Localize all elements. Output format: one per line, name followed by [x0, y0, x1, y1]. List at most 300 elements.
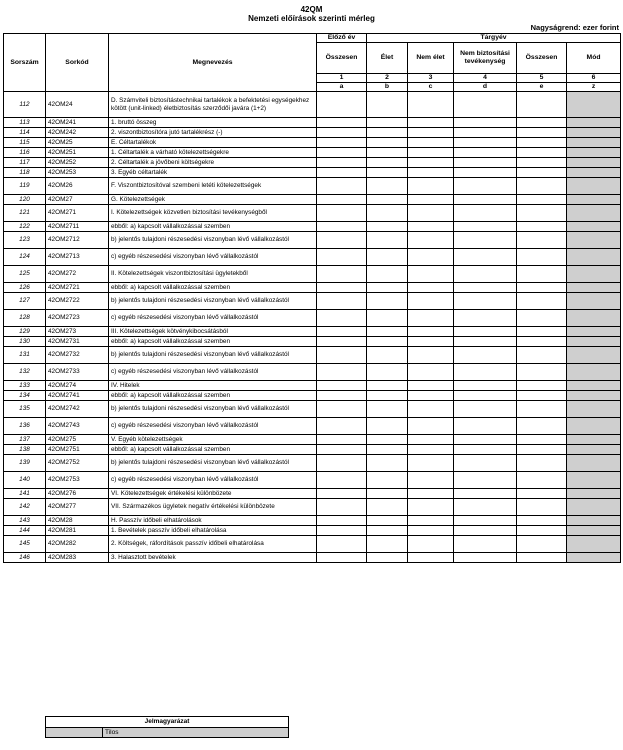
value-cell-mod [567, 418, 621, 435]
value-cell[interactable] [317, 364, 367, 381]
row-sorszam: 113 [4, 118, 46, 128]
value-cell[interactable] [454, 435, 517, 445]
value-cell[interactable] [454, 553, 517, 563]
value-cell[interactable] [408, 178, 454, 195]
value-cell[interactable] [317, 553, 367, 563]
value-cell[interactable] [454, 347, 517, 364]
legend-label-tilos: Tilos [103, 728, 289, 738]
value-cell[interactable] [367, 401, 408, 418]
row-sorszam: 123 [4, 232, 46, 249]
value-cell[interactable] [454, 445, 517, 455]
value-cell[interactable] [454, 455, 517, 472]
value-cell[interactable] [454, 178, 517, 195]
row-sorkod: 42OM273 [46, 327, 109, 337]
value-cell[interactable] [408, 418, 454, 435]
value-cell[interactable] [454, 391, 517, 401]
row-megnevezes: 2. viszontbiztosítóra jutó tartalékrész (-) [109, 128, 317, 138]
value-cell[interactable] [408, 310, 454, 327]
row-sorkod: 42OM2711 [46, 222, 109, 232]
value-cell[interactable] [317, 418, 367, 435]
row-megnevezes: H. Passzív időbeli elhatárolások [109, 516, 317, 526]
value-cell[interactable] [408, 195, 454, 205]
row-sorszam: 125 [4, 266, 46, 283]
value-cell[interactable] [367, 168, 408, 178]
value-cell[interactable] [454, 283, 517, 293]
row-sorkod: 42OM283 [46, 553, 109, 563]
row-sorszam: 135 [4, 401, 46, 418]
value-cell[interactable] [408, 168, 454, 178]
row-sorkod: 42OM2741 [46, 391, 109, 401]
value-cell[interactable] [317, 266, 367, 283]
value-cell[interactable] [317, 455, 367, 472]
row-sorkod: 42OM253 [46, 168, 109, 178]
value-cell-mod [567, 526, 621, 536]
row-sorkod: 42OM27 [46, 195, 109, 205]
value-cell[interactable] [367, 516, 408, 526]
value-cell[interactable] [367, 418, 408, 435]
value-cell-mod [567, 178, 621, 195]
value-cell[interactable] [454, 128, 517, 138]
value-cell[interactable] [367, 205, 408, 222]
value-cell[interactable] [408, 158, 454, 168]
row-megnevezes: ebből: a) kapcsolt vállalkozással szemben [109, 337, 317, 347]
row-sorkod: 42OM2723 [46, 310, 109, 327]
value-cell[interactable] [517, 195, 567, 205]
value-cell[interactable] [517, 283, 567, 293]
value-cell[interactable] [317, 92, 367, 118]
table-row [4, 266, 621, 283]
row-megnevezes: c) egyéb részesedési viszonyban lévő vállalkozástól [109, 310, 317, 327]
value-cell[interactable] [408, 205, 454, 222]
value-cell[interactable] [454, 327, 517, 337]
value-cell[interactable] [408, 148, 454, 158]
report-code: 42QM [300, 5, 323, 14]
value-cell[interactable] [517, 249, 567, 266]
value-cell[interactable] [408, 489, 454, 499]
value-cell[interactable] [367, 158, 408, 168]
value-cell[interactable] [517, 435, 567, 445]
col-header-elozo-ev: Előző év [317, 34, 367, 43]
value-cell[interactable] [454, 148, 517, 158]
value-cell[interactable] [317, 232, 367, 249]
row-sorkod: 42OM2743 [46, 418, 109, 435]
value-cell[interactable] [367, 118, 408, 128]
value-cell[interactable] [367, 92, 408, 118]
table-row [4, 337, 621, 347]
value-cell[interactable] [517, 499, 567, 516]
value-cell[interactable] [408, 516, 454, 526]
value-cell[interactable] [367, 310, 408, 327]
row-sorszam: 122 [4, 222, 46, 232]
row-sorkod: 42OM2752 [46, 455, 109, 472]
value-cell-mod [567, 118, 621, 128]
row-sorkod: 42OM242 [46, 128, 109, 138]
table-row [4, 445, 621, 455]
value-cell[interactable] [517, 310, 567, 327]
table-row [4, 195, 621, 205]
value-cell[interactable] [408, 536, 454, 553]
table-row [4, 178, 621, 195]
value-cell[interactable] [367, 283, 408, 293]
table-row [4, 310, 621, 327]
value-cell[interactable] [367, 472, 408, 489]
value-cell-mod [567, 401, 621, 418]
row-megnevezes: II. Kötelezettségek viszontbiztosítási ügyletekből [109, 266, 317, 283]
value-cell-mod [567, 381, 621, 391]
value-cell[interactable] [517, 158, 567, 168]
value-cell[interactable] [408, 266, 454, 283]
value-cell[interactable] [408, 364, 454, 381]
row-sorkod: 42OM281 [46, 526, 109, 536]
value-cell[interactable] [367, 232, 408, 249]
row-sorszam: 146 [4, 553, 46, 563]
row-megnevezes: 2. Költségek, ráfordítások passzív időbeli elhatárolása [109, 536, 317, 553]
row-sorszam: 121 [4, 205, 46, 222]
value-cell[interactable] [517, 553, 567, 563]
value-cell[interactable] [408, 92, 454, 118]
table-row [4, 232, 621, 249]
value-cell[interactable] [454, 266, 517, 283]
table-row [4, 553, 621, 563]
value-cell[interactable] [454, 249, 517, 266]
row-sorszam: 140 [4, 472, 46, 489]
table-row [4, 381, 621, 391]
value-cell[interactable] [367, 178, 408, 195]
row-megnevezes: III. Kötelezettségek kötvénykibocsátásból [109, 327, 317, 337]
value-cell-mod [567, 327, 621, 337]
table-row [4, 499, 621, 516]
value-cell[interactable] [517, 347, 567, 364]
table-row [4, 391, 621, 401]
row-megnevezes: E. Céltartalékok [109, 138, 317, 148]
value-cell[interactable] [317, 310, 367, 327]
value-cell-mod [567, 364, 621, 381]
row-sorszam: 142 [4, 499, 46, 516]
value-cell[interactable] [408, 293, 454, 310]
value-cell[interactable] [408, 445, 454, 455]
value-cell[interactable] [517, 337, 567, 347]
row-sorkod: 42OM272 [46, 266, 109, 283]
value-cell[interactable] [317, 536, 367, 553]
col-header-osszesen-1: Összesen [317, 43, 367, 74]
col-number-1: 1 [317, 74, 367, 83]
value-cell[interactable] [367, 536, 408, 553]
value-cell[interactable] [367, 435, 408, 445]
value-cell[interactable] [317, 293, 367, 310]
value-cell[interactable] [454, 158, 517, 168]
value-cell[interactable] [517, 489, 567, 499]
value-cell[interactable] [454, 337, 517, 347]
value-cell[interactable] [454, 232, 517, 249]
row-sorkod: 42OM276 [46, 489, 109, 499]
row-megnevezes: c) egyéb részesedési viszonyban lévő vállalkozástól [109, 418, 317, 435]
col-number-5: 5 [517, 74, 567, 83]
value-cell[interactable] [317, 516, 367, 526]
value-cell-mod [567, 310, 621, 327]
row-sorkod: 42OM274 [46, 381, 109, 391]
value-cell[interactable] [517, 381, 567, 391]
value-cell[interactable] [367, 553, 408, 563]
value-cell[interactable] [317, 327, 367, 337]
value-cell[interactable] [367, 327, 408, 337]
row-sorkod: 42OM271 [46, 205, 109, 222]
value-cell[interactable] [517, 205, 567, 222]
value-cell[interactable] [517, 92, 567, 118]
value-cell[interactable] [517, 138, 567, 148]
value-cell-mod [567, 536, 621, 553]
value-cell[interactable] [517, 178, 567, 195]
value-cell-mod [567, 435, 621, 445]
value-cell[interactable] [317, 526, 367, 536]
value-cell[interactable] [408, 381, 454, 391]
value-cell[interactable] [517, 327, 567, 337]
value-cell-mod [567, 455, 621, 472]
value-cell-mod [567, 168, 621, 178]
row-sorszam: 134 [4, 391, 46, 401]
value-cell[interactable] [454, 364, 517, 381]
value-cell[interactable] [454, 92, 517, 118]
value-cell[interactable] [454, 118, 517, 128]
value-cell[interactable] [367, 391, 408, 401]
value-cell[interactable] [517, 401, 567, 418]
row-sorkod: 42OM25 [46, 138, 109, 148]
row-megnevezes: 1. bruttó összeg [109, 118, 317, 128]
value-cell[interactable] [408, 455, 454, 472]
value-cell[interactable] [317, 472, 367, 489]
col-header-megnevezes: Megnevezés [109, 34, 317, 92]
row-megnevezes: 3. Egyéb céltartalék [109, 168, 317, 178]
row-sorkod: 42OM252 [46, 158, 109, 168]
value-cell[interactable] [517, 266, 567, 283]
row-megnevezes: G. Kötelezettségek [109, 195, 317, 205]
value-cell[interactable] [408, 553, 454, 563]
table-row [4, 118, 621, 128]
value-cell[interactable] [317, 499, 367, 516]
value-cell[interactable] [454, 293, 517, 310]
value-cell[interactable] [454, 205, 517, 222]
value-cell[interactable] [408, 391, 454, 401]
value-cell[interactable] [517, 445, 567, 455]
value-cell[interactable] [454, 310, 517, 327]
value-cell[interactable] [517, 536, 567, 553]
value-cell[interactable] [317, 148, 367, 158]
table-row [4, 526, 621, 536]
row-sorkod: 42OM2722 [46, 293, 109, 310]
row-sorkod: 42OM26 [46, 178, 109, 195]
value-cell[interactable] [367, 347, 408, 364]
value-cell[interactable] [408, 222, 454, 232]
value-cell[interactable] [317, 195, 367, 205]
value-cell[interactable] [454, 222, 517, 232]
value-cell[interactable] [367, 222, 408, 232]
row-sorkod: 42OM2731 [46, 337, 109, 347]
value-cell[interactable] [367, 138, 408, 148]
value-cell[interactable] [517, 128, 567, 138]
value-cell[interactable] [517, 526, 567, 536]
value-cell[interactable] [408, 472, 454, 489]
value-cell[interactable] [454, 381, 517, 391]
row-megnevezes: b) jelentős tulajdoni részesedési viszonyban lévő vállalkozástól [109, 232, 317, 249]
value-cell[interactable] [517, 418, 567, 435]
value-cell[interactable] [517, 364, 567, 381]
value-cell[interactable] [454, 418, 517, 435]
value-cell[interactable] [408, 327, 454, 337]
value-cell-mod [567, 249, 621, 266]
value-cell[interactable] [367, 337, 408, 347]
row-megnevezes: ebből: a) kapcsolt vállalkozással szemben [109, 283, 317, 293]
table-row [4, 158, 621, 168]
value-cell[interactable] [317, 168, 367, 178]
value-cell[interactable] [454, 138, 517, 148]
value-cell[interactable] [454, 526, 517, 536]
value-cell[interactable] [454, 168, 517, 178]
row-sorszam: 145 [4, 536, 46, 553]
value-cell[interactable] [367, 249, 408, 266]
value-cell[interactable] [367, 381, 408, 391]
col-letter-3: c [408, 83, 454, 92]
table-row [4, 148, 621, 158]
col-letter-4: d [454, 83, 517, 92]
value-cell[interactable] [367, 455, 408, 472]
value-cell[interactable] [408, 138, 454, 148]
value-cell[interactable] [454, 401, 517, 418]
value-cell[interactable] [317, 445, 367, 455]
table-row [4, 401, 621, 418]
value-cell[interactable] [317, 222, 367, 232]
value-cell[interactable] [317, 138, 367, 148]
col-header-nem-biztositasi: Nem biztosítási tevékenység [454, 43, 517, 74]
value-cell[interactable] [408, 128, 454, 138]
col-header-targyev: Tárgyév [367, 34, 621, 43]
value-cell[interactable] [317, 205, 367, 222]
value-cell-mod [567, 516, 621, 526]
value-cell[interactable] [408, 283, 454, 293]
value-cell[interactable] [517, 472, 567, 489]
row-sorszam: 144 [4, 526, 46, 536]
value-cell-mod [567, 553, 621, 563]
value-cell[interactable] [317, 178, 367, 195]
value-cell-mod [567, 499, 621, 516]
value-cell[interactable] [317, 435, 367, 445]
row-sorszam: 143 [4, 516, 46, 526]
row-megnevezes: I. Kötelezettségek közvetlen biztosítási tevékenységből [109, 205, 317, 222]
col-header-mod: Mód [567, 43, 621, 74]
value-cell[interactable] [367, 128, 408, 138]
row-sorszam: 127 [4, 293, 46, 310]
value-cell[interactable] [517, 391, 567, 401]
value-cell[interactable] [517, 222, 567, 232]
row-sorkod: 42OM251 [46, 148, 109, 158]
value-cell-mod [567, 337, 621, 347]
value-cell[interactable] [517, 455, 567, 472]
value-cell[interactable] [454, 499, 517, 516]
value-cell[interactable] [317, 401, 367, 418]
row-sorszam: 137 [4, 435, 46, 445]
value-cell[interactable] [454, 516, 517, 526]
value-cell[interactable] [517, 232, 567, 249]
value-cell[interactable] [454, 472, 517, 489]
value-cell[interactable] [317, 391, 367, 401]
row-sorszam: 130 [4, 337, 46, 347]
value-cell[interactable] [367, 293, 408, 310]
value-cell[interactable] [367, 266, 408, 283]
table-row [4, 455, 621, 472]
row-sorszam: 117 [4, 158, 46, 168]
row-sorszam: 118 [4, 168, 46, 178]
value-cell-mod [567, 222, 621, 232]
value-cell[interactable] [408, 337, 454, 347]
value-cell[interactable] [367, 364, 408, 381]
value-cell[interactable] [408, 401, 454, 418]
value-cell[interactable] [408, 499, 454, 516]
value-cell[interactable] [317, 283, 367, 293]
value-cell[interactable] [367, 148, 408, 158]
value-cell[interactable] [408, 347, 454, 364]
value-cell[interactable] [317, 128, 367, 138]
value-cell[interactable] [408, 118, 454, 128]
row-megnevezes: 1. Céltartalék a várható kötelezettségekre [109, 148, 317, 158]
table-row [4, 327, 621, 337]
value-cell[interactable] [367, 445, 408, 455]
col-letter-6: z [567, 83, 621, 92]
row-megnevezes: 3. Halasztott bevételek [109, 553, 317, 563]
value-cell[interactable] [367, 499, 408, 516]
value-cell[interactable] [317, 337, 367, 347]
value-cell-mod [567, 293, 621, 310]
row-sorszam: 126 [4, 283, 46, 293]
value-cell[interactable] [317, 249, 367, 266]
value-cell[interactable] [517, 148, 567, 158]
value-cell[interactable] [408, 232, 454, 249]
row-sorszam: 138 [4, 445, 46, 455]
row-sorkod: 42OM2732 [46, 347, 109, 364]
row-sorszam: 112 [4, 92, 46, 118]
legend-swatch-tilos [46, 728, 103, 738]
value-cell[interactable] [367, 526, 408, 536]
row-megnevezes: IV. Hitelek [109, 381, 317, 391]
value-cell[interactable] [367, 195, 408, 205]
balance-table [3, 33, 621, 563]
value-cell[interactable] [317, 489, 367, 499]
value-cell[interactable] [317, 158, 367, 168]
legend-table [45, 716, 289, 738]
value-cell[interactable] [408, 249, 454, 266]
row-megnevezes: D. Számviteli biztosítástechnikai tartalékok a befektetési egységekhez kötött (unit-linked) életbiztosítás szerződői javára (1+2) [109, 92, 317, 118]
col-header-osszesen-2: Összesen [517, 43, 567, 74]
value-cell[interactable] [517, 118, 567, 128]
table-row [4, 472, 621, 489]
col-letter-1: a [317, 83, 367, 92]
value-cell[interactable] [408, 435, 454, 445]
value-cell[interactable] [454, 536, 517, 553]
value-cell[interactable] [517, 168, 567, 178]
table-row [4, 128, 621, 138]
col-letter-2: b [367, 83, 408, 92]
col-number-2: 2 [367, 74, 408, 83]
value-cell[interactable] [517, 516, 567, 526]
value-cell[interactable] [517, 293, 567, 310]
col-header-sorszam: Sorszám [4, 34, 46, 92]
value-cell[interactable] [454, 195, 517, 205]
value-cell[interactable] [317, 118, 367, 128]
row-sorszam: 114 [4, 128, 46, 138]
value-cell[interactable] [317, 381, 367, 391]
value-cell[interactable] [367, 489, 408, 499]
value-cell[interactable] [317, 347, 367, 364]
value-cell[interactable] [408, 526, 454, 536]
table-row [4, 138, 621, 148]
value-cell[interactable] [454, 489, 517, 499]
